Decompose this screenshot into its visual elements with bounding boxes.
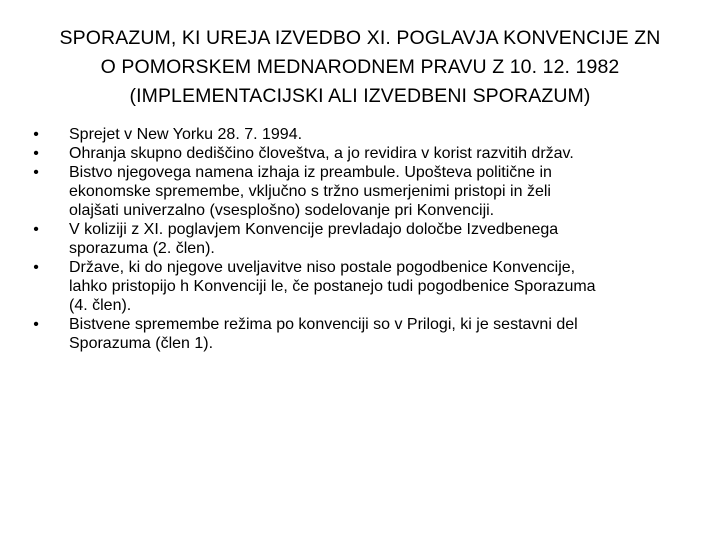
bullet-icon: • xyxy=(33,221,39,238)
bullet-icon: • xyxy=(33,316,39,333)
title-line-2: O POMORSKEM MEDNARODNEM PRAVU Z 10. 12. 1982 xyxy=(100,56,620,78)
title-line-1: SPORAZUM, KI UREJA IZVEDBO XI. POGLAVJA KONVENCIJE ZN xyxy=(59,27,661,49)
bullet-item-4 xyxy=(30,220,690,258)
bullet-2-line-1: Ohranja skupno dediščino človeštva, a jo revidira v korist razvitih držav. xyxy=(69,145,574,162)
bullet-icon: • xyxy=(33,126,39,143)
bullet-4-line-1: V koliziji z XI. poglavjem Konvencije prevladajo določbe Izvedbenega xyxy=(69,221,559,238)
bullet-3-line-1: Bistvo njegovega namena izhaja iz preambule. Upošteva politične in xyxy=(69,164,552,181)
bullet-5-line-2: lahko pristopijo h Konvenciji le, če postanejo tudi pogodbenice Sporazuma xyxy=(69,278,596,295)
slide-title xyxy=(30,24,690,111)
bullet-4-line-2: sporazuma (2. člen). xyxy=(69,240,215,257)
bullet-list xyxy=(30,125,690,353)
bullet-item-3 xyxy=(30,163,690,220)
bullet-item-1 xyxy=(30,125,690,144)
bullet-3-line-2: ekonomske spremembe, vključno s tržno usmerjenimi pristopi in želi xyxy=(69,183,551,200)
bullet-item-5 xyxy=(30,258,690,315)
bullet-5-line-3: (4. člen). xyxy=(69,297,132,314)
bullet-5-line-1: Države, ki do njegove uveljavitve niso postale pogodbenice Konvencije, xyxy=(69,259,576,276)
bullet-item-6 xyxy=(30,315,690,353)
bullet-item-2 xyxy=(30,144,690,163)
bullet-1-line-1: Sprejet v New Yorku 28. 7. 1994. xyxy=(69,126,303,143)
bullet-icon: • xyxy=(33,145,39,162)
bullet-3-line-3: olajšati univerzalno (vsesplošno) sodelovanje pri Konvenciji. xyxy=(69,202,495,219)
bullet-icon: • xyxy=(33,259,39,276)
title-line-3: (IMPLEMENTACIJSKI ALI IZVEDBENI SPORAZUM) xyxy=(129,85,591,107)
bullet-6-line-2: Sporazuma (člen 1). xyxy=(69,335,214,352)
bullet-icon: • xyxy=(33,164,39,181)
bullet-6-line-1: Bistvene spremembe režima po konvenciji so v Prilogi, ki je sestavni del xyxy=(69,316,578,333)
